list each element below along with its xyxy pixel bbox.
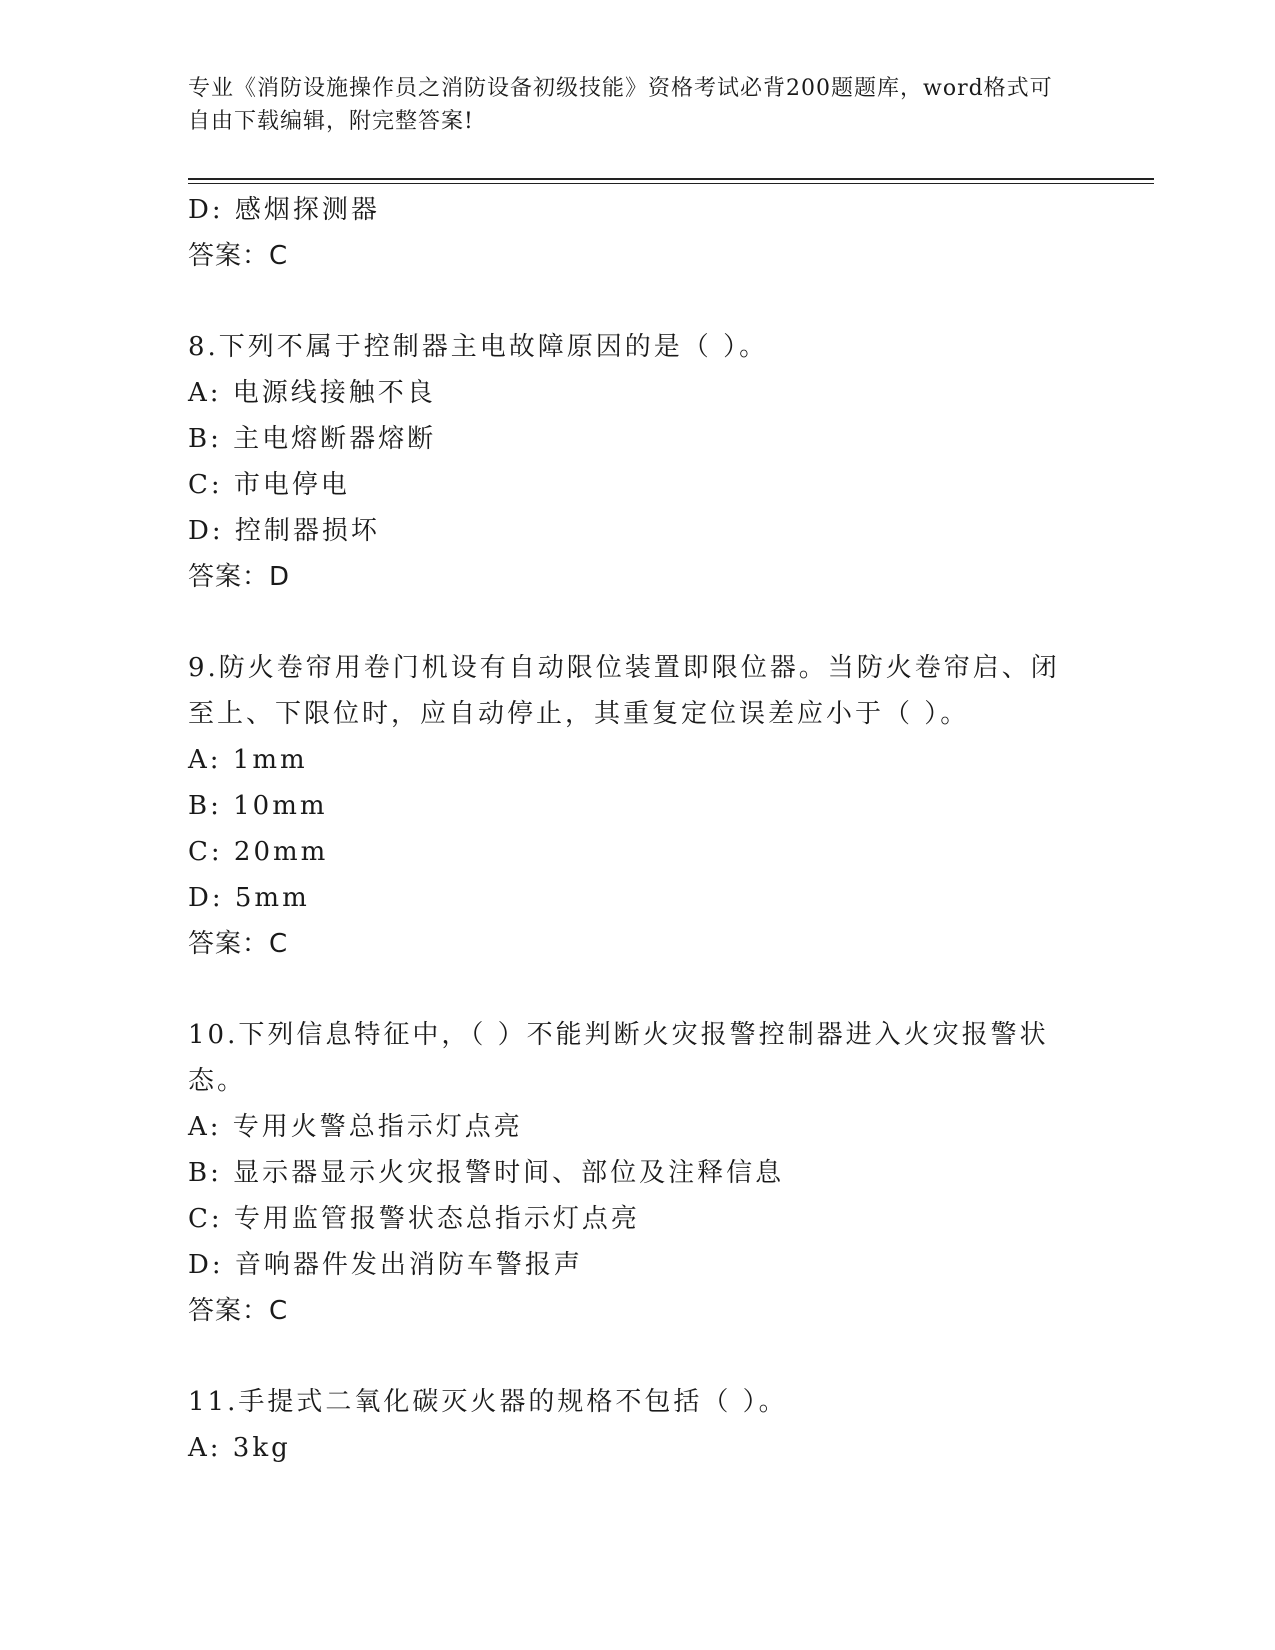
question-stem: 8.下列不属于控制器主电故障原因的是（ ）。 xyxy=(188,332,769,362)
question-stem: 9.防火卷帘用卷门机设有自动限位装置即限位器。当防火卷帘启、闭至上、下限位时，应自动停止，其重复定位误差应小于（ ）。 xyxy=(188,653,1060,729)
option-a: A: 3kg xyxy=(188,1433,291,1463)
question-stem: 10.下列信息特征中，（ ）不能判断火灾报警控制器进入火灾报警状态。 xyxy=(188,1020,1049,1096)
option-c: C: 专用监管报警状态总指示灯点亮 xyxy=(188,1204,640,1234)
option-a: A: 1mm xyxy=(188,745,308,775)
option-d: D: 5mm xyxy=(188,883,310,913)
option-b: B: 主电熔断器熔断 xyxy=(188,424,437,454)
option-d: D: 感烟探测器 xyxy=(188,195,380,225)
option-b: B: 10mm xyxy=(188,791,328,821)
option-c: C: 市电停电 xyxy=(188,470,350,500)
option-a: A: 电源线接触不良 xyxy=(188,378,436,408)
page-header: 专业《消防设施操作员之消防设备初级技能》资格考试必背200题题库，word格式可自由下载编辑，附完整答案! xyxy=(188,76,1053,134)
answer-line: 答案：C xyxy=(188,241,289,271)
answer-line: 答案：C xyxy=(188,929,289,959)
header-rule-secondary xyxy=(188,183,1154,184)
question-stem: 11.手提式二氧化碳灭火器的规格不包括（ ）。 xyxy=(188,1387,788,1417)
option-a: A: 专用火警总指示灯点亮 xyxy=(188,1112,523,1142)
option-d: D: 控制器损坏 xyxy=(188,516,380,546)
answer-line: 答案：C xyxy=(188,1296,289,1326)
option-d: D: 音响器件发出消防车警报声 xyxy=(188,1250,583,1280)
option-b: B: 显示器显示火灾报警时间、部位及注释信息 xyxy=(188,1158,785,1188)
document-body xyxy=(188,187,1088,1471)
header-rule xyxy=(188,178,1154,180)
option-c: C: 20mm xyxy=(188,837,329,867)
answer-line: 答案：D xyxy=(188,562,291,592)
